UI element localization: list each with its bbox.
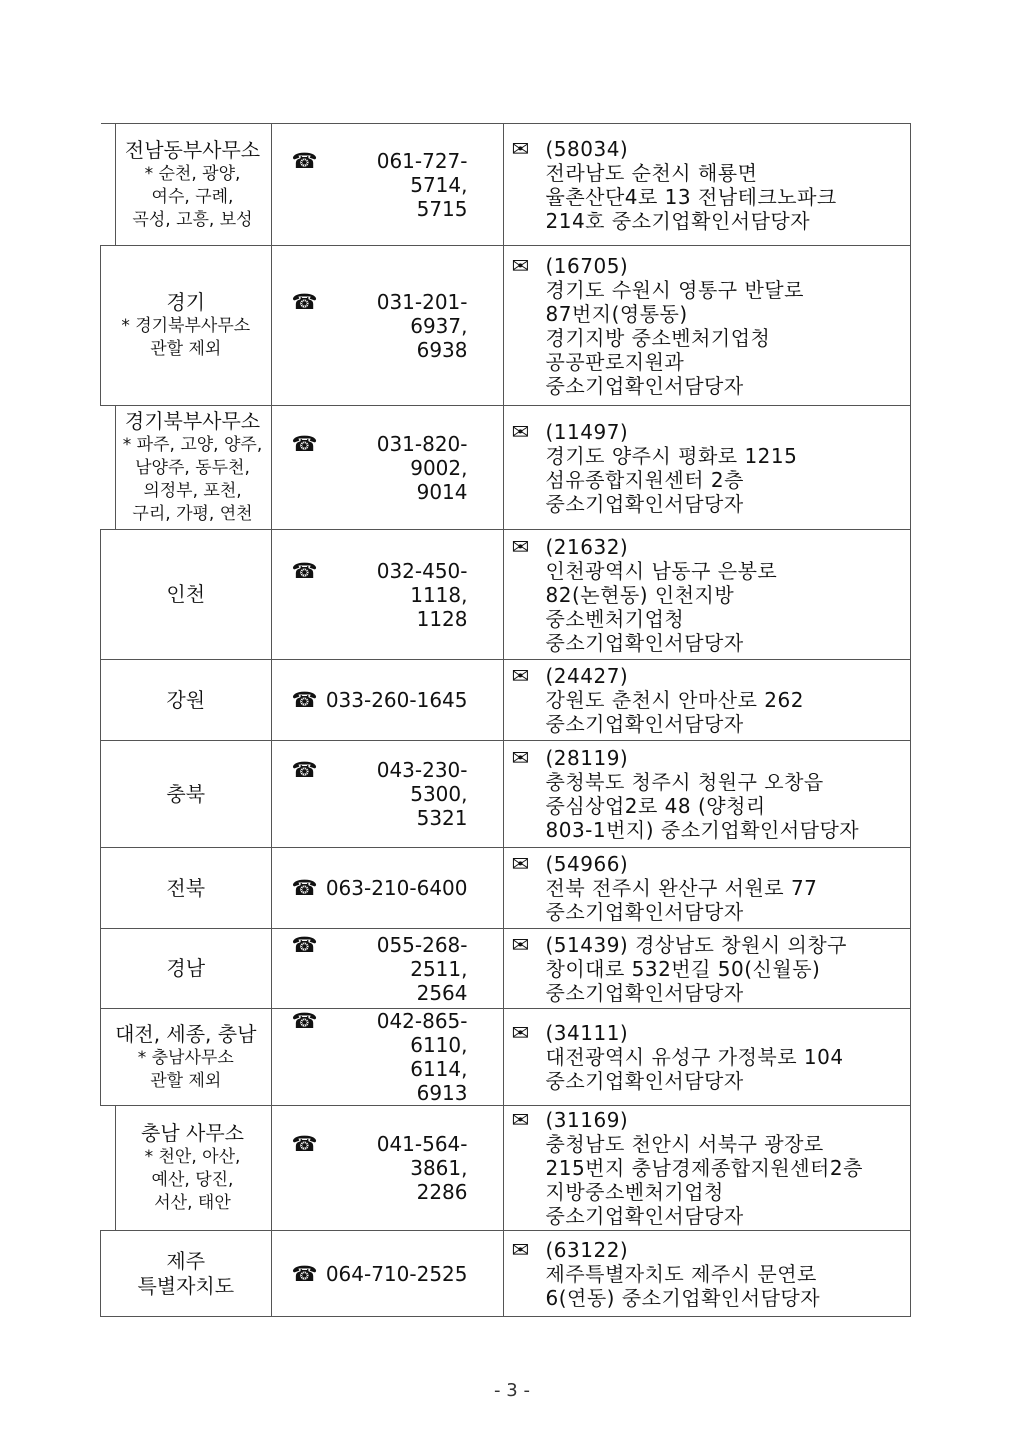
telephone-icon: ☎ bbox=[291, 1261, 318, 1286]
office-row bbox=[101, 1231, 911, 1317]
address-cell bbox=[503, 741, 910, 848]
office-coverage: * 충남사무소 관할 제외 bbox=[137, 1047, 234, 1091]
mailing-address: (54966) 전북 전주시 완산구 서원로 77 중소기업확인서담당자 bbox=[545, 852, 818, 924]
phone-cell bbox=[271, 1106, 503, 1231]
office-row bbox=[101, 660, 911, 741]
address-cell bbox=[503, 530, 910, 660]
phone-number: 041-564- 3861, 2286 bbox=[376, 1132, 468, 1204]
address-cell bbox=[503, 1106, 910, 1231]
telephone-icon: ☎ bbox=[291, 431, 318, 456]
office-row bbox=[101, 1106, 911, 1231]
phone-number: 055-268-2511, 2564 bbox=[376, 932, 468, 1005]
address-cell bbox=[503, 1231, 910, 1317]
mailing-address: (11497) 경기도 양주시 평화로 1215 섬유종합지원센터 2층 중소기업확인서담당자 bbox=[545, 419, 798, 516]
office-name: 제주 특별자치도 bbox=[137, 1248, 235, 1298]
phone-number: 043-230-5300, 5321 bbox=[376, 758, 468, 830]
office-name: 경기북부사무소 bbox=[124, 409, 261, 433]
office-name: 충북 bbox=[166, 781, 206, 806]
office-row bbox=[101, 1009, 911, 1106]
telephone-icon: ☎ bbox=[291, 688, 318, 712]
office-coverage: * 파주, 고양, 양주, 남양주, 동두천, 의정부, 포천, 구리, 가평, 연천 bbox=[122, 435, 263, 524]
phone-cell bbox=[271, 741, 503, 848]
office-contact-table bbox=[100, 123, 911, 1317]
mailing-address: (21632) 인천광역시 남동구 은봉로 82(논현동) 인천지방 중소벤처기업청 중소기업확인서담당자 bbox=[545, 534, 778, 655]
office-name: 전북 bbox=[166, 875, 206, 900]
mailing-address: (51439) 경상남도 창원시 의창구 창이대로 532번길 50(신월동) 중소기업확인서담당자 bbox=[545, 932, 848, 1005]
mailing-address: (16705) 경기도 수원시 영통구 반달로 87번지(영통동) 경기지방 중소벤처기업청 공공판로지원과 중소기업확인서담당자 bbox=[545, 253, 804, 398]
telephone-icon: ☎ bbox=[291, 558, 318, 583]
office-row bbox=[101, 848, 911, 929]
office-coverage: * 천안, 아산, 예산, 당진, 서산, 태안 bbox=[144, 1147, 241, 1213]
phone-cell bbox=[271, 246, 503, 406]
mailing-address: (34111) 대전광역시 유성구 가정북로 104 중소기업확인서담당자 bbox=[545, 1021, 844, 1093]
phone-number: 031-201-6937, 6938 bbox=[376, 289, 468, 362]
office-row bbox=[101, 124, 911, 246]
office-name-cell bbox=[101, 530, 272, 660]
envelope-icon: ✉ bbox=[511, 1108, 530, 1132]
office-name-cell bbox=[101, 246, 272, 406]
office-name-cell bbox=[101, 1231, 272, 1317]
telephone-icon: ☎ bbox=[291, 932, 318, 957]
telephone-icon: ☎ bbox=[291, 148, 318, 173]
address-cell bbox=[503, 124, 910, 246]
phone-cell bbox=[271, 1009, 503, 1106]
phone-cell bbox=[271, 848, 503, 929]
telephone-icon: ☎ bbox=[291, 1009, 318, 1033]
telephone-icon: ☎ bbox=[291, 1132, 318, 1156]
phone-cell bbox=[271, 660, 503, 741]
phone-cell bbox=[271, 406, 503, 530]
phone-number: 063-210-6400 bbox=[325, 876, 468, 900]
mailing-address: (28119) 충청북도 청주시 청원구 오창읍 중심상업2로 48 (양청리 803-1번지) 중소기업확인서담당자 bbox=[545, 746, 860, 842]
office-name: 충남 사무소 bbox=[141, 1121, 244, 1145]
office-name: 경기 bbox=[166, 290, 206, 314]
envelope-icon: ✉ bbox=[511, 1021, 530, 1045]
mailing-address: (63122) 제주특별자치도 제주시 문연로 6(연동) 중소기업확인서담당자 bbox=[545, 1237, 821, 1310]
office-name: 인천 bbox=[166, 582, 206, 606]
telephone-icon: ☎ bbox=[291, 876, 318, 900]
phone-number: 042-865-6110, 6114, 6913 bbox=[376, 1009, 468, 1105]
envelope-icon: ✉ bbox=[511, 253, 530, 278]
office-name-cell bbox=[101, 929, 272, 1009]
phone-number: 031-820-9002, 9014 bbox=[376, 431, 468, 504]
envelope-icon: ✉ bbox=[511, 852, 530, 876]
address-cell bbox=[503, 848, 910, 929]
office-name-cell bbox=[101, 1106, 272, 1231]
telephone-icon: ☎ bbox=[291, 289, 318, 314]
office-row bbox=[101, 530, 911, 660]
office-row bbox=[101, 246, 911, 406]
office-name: 전남동부사무소 bbox=[124, 137, 261, 162]
envelope-icon: ✉ bbox=[511, 932, 530, 957]
office-row bbox=[101, 929, 911, 1009]
phone-number: 064-710-2525 bbox=[325, 1261, 468, 1286]
phone-number: 032-450-1118, 1128 bbox=[376, 558, 468, 631]
office-coverage: * 순천, 광양, 여수, 구례, 곡성, 고흥, 보성 bbox=[132, 163, 253, 230]
phone-number: 033-260-1645 bbox=[325, 688, 468, 712]
office-name: 강원 bbox=[166, 687, 206, 712]
mailing-address: (24427) 강원도 춘천시 안마산로 262 중소기업확인서담당자 bbox=[545, 664, 804, 736]
phone-cell bbox=[271, 1231, 503, 1317]
page-number: - 3 - bbox=[494, 1380, 530, 1401]
envelope-icon: ✉ bbox=[511, 1237, 530, 1262]
office-row bbox=[101, 741, 911, 848]
mailing-address: (31169) 충청남도 천안시 서북구 광장로 215번지 충남경제종합지원센터2층 지방중소벤처기업청 중소기업확인서담당자 bbox=[545, 1108, 863, 1228]
phone-cell bbox=[271, 124, 503, 246]
office-name-cell bbox=[101, 848, 272, 929]
address-cell bbox=[503, 1009, 910, 1106]
office-coverage: * 경기북부사무소 관할 제외 bbox=[121, 316, 251, 359]
office-name-cell bbox=[101, 660, 272, 741]
office-name-cell bbox=[101, 1009, 272, 1106]
telephone-icon: ☎ bbox=[291, 758, 318, 782]
phone-number: 061-727-5714, 5715 bbox=[376, 148, 468, 221]
address-cell bbox=[503, 929, 910, 1009]
envelope-icon: ✉ bbox=[511, 534, 530, 559]
envelope-icon: ✉ bbox=[511, 746, 530, 770]
office-name-cell bbox=[101, 741, 272, 848]
office-row bbox=[101, 406, 911, 530]
office-name-cell bbox=[101, 124, 272, 246]
address-cell bbox=[503, 406, 910, 530]
office-name: 대전, 세종, 충남 bbox=[115, 1021, 257, 1046]
address-cell bbox=[503, 246, 910, 406]
envelope-icon: ✉ bbox=[511, 419, 530, 444]
envelope-icon: ✉ bbox=[511, 136, 530, 161]
phone-cell bbox=[271, 530, 503, 660]
address-cell bbox=[503, 660, 910, 741]
mailing-address: (58034) 전라남도 순천시 해룡면 율촌산단4로 13 전남테크노파크 214호 중소기업확인서담당자 bbox=[545, 136, 837, 233]
office-name: 경남 bbox=[166, 956, 206, 980]
envelope-icon: ✉ bbox=[511, 664, 530, 688]
phone-cell bbox=[271, 929, 503, 1009]
office-name-cell bbox=[101, 406, 272, 530]
